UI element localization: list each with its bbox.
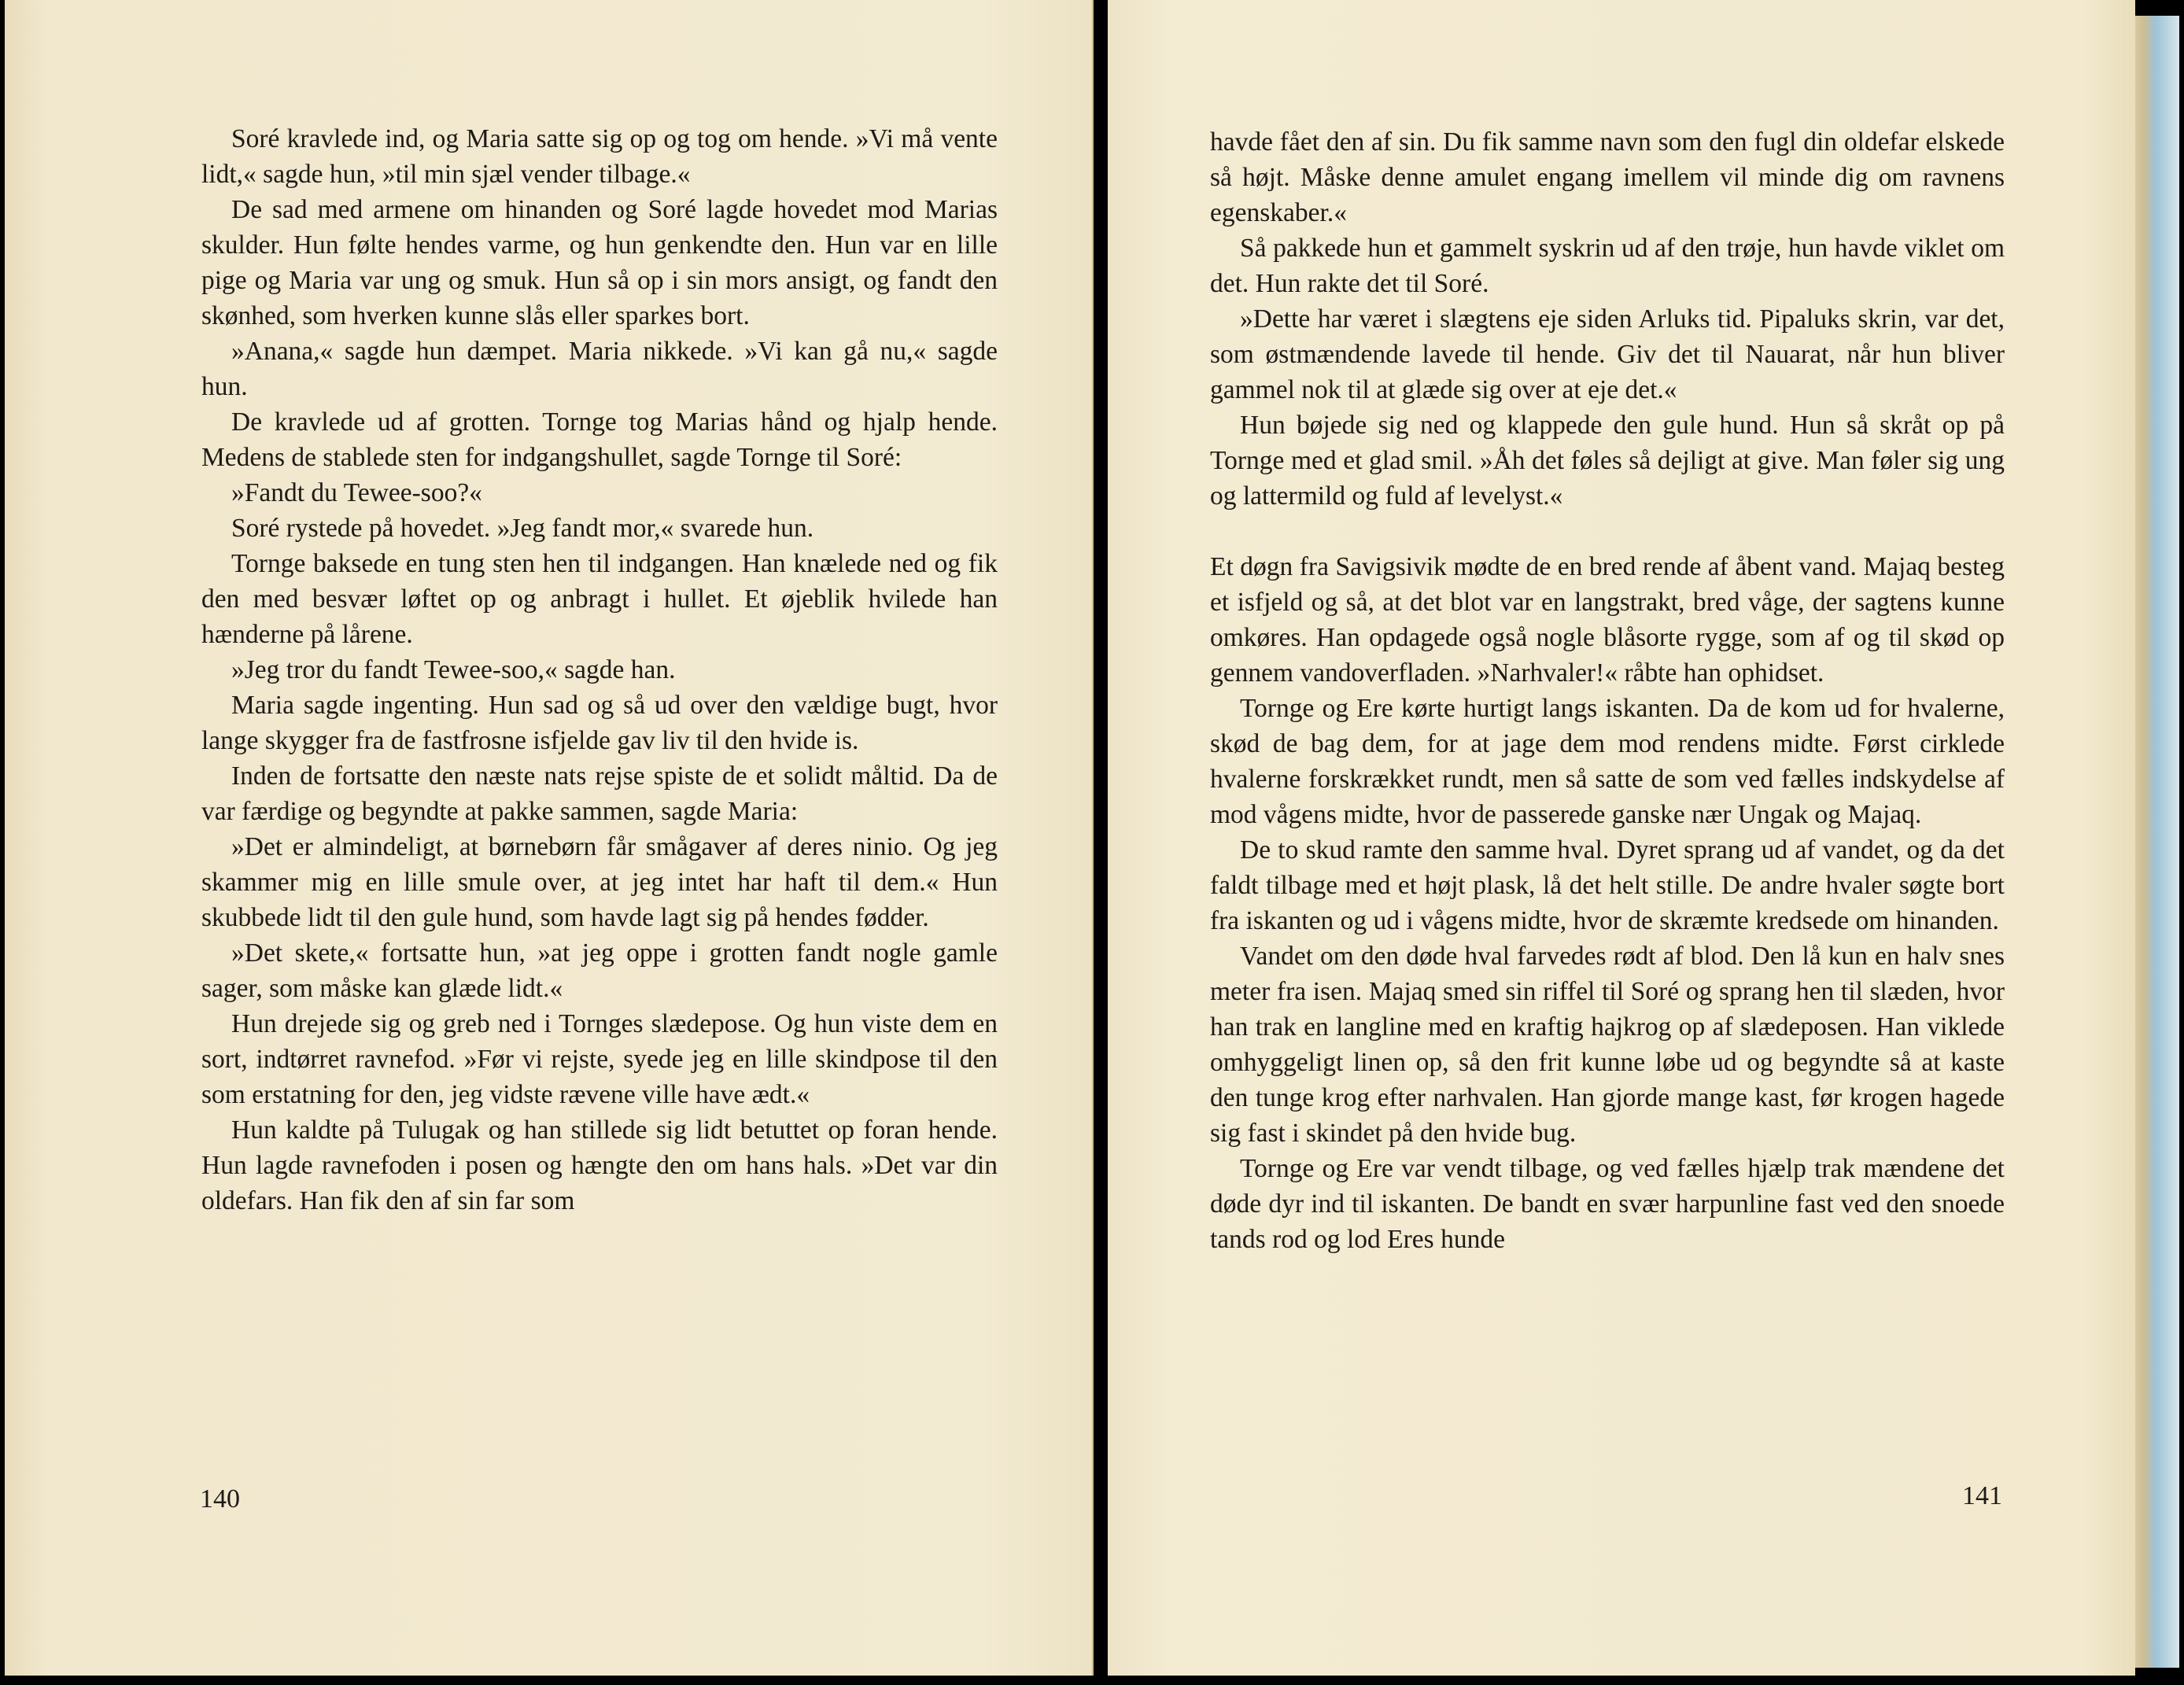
paragraph: Vandet om den døde hval farvedes rødt af blod. Den lå kun en halv snes meter fra isen. Majaq smed sin riffel til Soré og sprang hen til slæden, hvor han trak en langline med en kraftig hajkrog op af slædeposen. Han viklede omhyggeligt linen op, så den frit kunne løbe ud og begyndte så at kaste den tunge krog efter narhvalen. Han gjorde mange kast, før krogen hagede sig fast i skindet på den hvide bug. xyxy=(1210,942,2005,1148)
paragraph: De kravlede ud af grotten. Tornge tog Marias hånd og hjalp hende. Medens de stablede sten for indgangshullet, sagde Tornge til Soré: xyxy=(201,407,998,472)
paragraph: »Jeg tror du fandt Tewee-soo,« sagde han. xyxy=(231,655,676,684)
right-page-text xyxy=(1210,124,2005,1257)
page-number: 141 xyxy=(1962,1481,2002,1510)
section-start-paragraph: Et døgn fra Savigsivik mødte de en bred rende af åbent vand. Majaq besteg et isfjeld og så, at det blot var en langstrakt, bred våge, der sagtens kunne omkøres. Han opdagede også nogle blåsorte rygge, som af og til skød op gennem vandoverfladen. »Narhvaler!« råbte han ophidset. xyxy=(1210,552,2005,688)
right-page xyxy=(1108,0,2135,1676)
paragraph: Tornge baksede en tung sten hen til indgangen. Han knælede ned og fik den med besvær løftet op og anbragt i hullet. Et øjeblik hvilede han hænderne på lårene. xyxy=(201,549,998,649)
paragraph: Tornge og Ere kørte hurtigt langs iskanten. Da de kom ud for hvalerne, skød de bag dem, for at jage dem mod rendens midte. Først cirklede hvalerne forskrækket rundt, men så satte de som ved fælles indskydelse af mod vågens midte, hvor de passerede ganske nær Ungak og Majaq. xyxy=(1210,694,2005,829)
paragraph: Hun kaldte på Tulugak og han stillede sig lidt betuttet op foran hende. Hun lagde ravnefoden i posen og hængte den om hans hals. »Det var din oldefars. Han fik den af sin far som xyxy=(201,1115,998,1215)
paragraph: havde fået den af sin. Du fik samme navn som den fugl din oldefar elskede så højt. Måske denne amulet engang imellem vil minde dig om ravnens egenskaber.« xyxy=(1210,127,2005,227)
page-number: 140 xyxy=(200,1484,240,1514)
paragraph: De sad med armene om hinanden og Soré lagde hovedet mod Marias skulder. Hun følte hendes varme, og hun genkendte den. Hun var en lille pige og Maria var ung og smuk. Hun så op i sin mors ansigt, og fandt den skønhed, som hverken kunne slås eller sparkes bort. xyxy=(201,195,998,330)
paragraph: »Anana,« sagde hun dæmpet. Maria nikkede. »Vi kan gå nu,« sagde hun. xyxy=(201,337,998,401)
left-page-text xyxy=(201,121,998,1219)
paragraph: Inden de fortsatte den næste nats rejse spiste de et solidt måltid. Da de var færdige og begyndte at pakke sammen, sagde Maria: xyxy=(201,761,998,826)
paragraph: »Det skete,« fortsatte hun, »at jeg oppe i grotten fandt nogle gamle sager, som måske kan glæde lidt.« xyxy=(201,938,998,1003)
book-cover-edge xyxy=(2135,16,2179,1668)
paragraph: Soré kravlede ind, og Maria satte sig op og tog om hende. »Vi må vente lidt,« sagde hun, »til min sjæl vender tilbage.« xyxy=(201,124,998,189)
paragraph: »Fandt du Tewee-soo?« xyxy=(231,478,482,507)
paragraph: »Dette har været i slægtens eje siden Arluks tid. Pipaluks skrin, var det, som østmændende lavede til hende. Giv det til Nauarat, når hun bliver gammel nok til at glæde sig over at eje det.« xyxy=(1210,304,2005,404)
paragraph: Soré rystede på hovedet. »Jeg fandt mor,« svarede hun. xyxy=(231,514,814,543)
paragraph: Så pakkede hun et gammelt syskrin ud af den trøje, hun havde viklet om det. Hun rakte det til Soré. xyxy=(1210,234,2005,298)
paragraph: De to skud ramte den samme hval. Dyret sprang ud af vandet, og da det faldt tilbage med et højt plask, lå det helt stille. De andre hvaler søgte bort fra iskanten og ud i vågens midte, hvor de skræmte kredsede om hinanden. xyxy=(1210,835,2005,935)
paragraph: Hun bøjede sig ned og klappede den gule hund. Hun så skråt op på Tornge med et glad smil. »Åh det føles så dejligt at give. Man føler sig ung og lattermild og fuld af levelyst.« xyxy=(1210,411,2005,511)
paragraph: »Det er almindeligt, at børnebørn får smågaver af deres ninio. Og jeg skammer mig en lille smule over, at jeg intet har haft til dem.« Hun skubbede lidt til den gule hund, som havde lagt sig på hendes fødder. xyxy=(201,832,998,932)
left-page xyxy=(5,0,1094,1676)
paragraph: Tornge og Ere var vendt tilbage, og ved fælles hjælp trak mændene det døde dyr ind til iskanten. De bandt en svær harpunline fast ved den snoede tands rod og lod Eres hunde xyxy=(1210,1154,2005,1254)
paragraph: Hun drejede sig og greb ned i Tornges slædepose. Og hun viste dem en sort, indtørret ravnefod. »Før vi rejste, syede jeg en lille skindpose til den som erstatning for den, jeg vidste rævene ville have ædt.« xyxy=(201,1009,998,1109)
paragraph: Maria sagde ingenting. Hun sad og så ud over den vældige bugt, hvor lange skygger fra de fastfrosne isfjelde gav liv til den hvide is. xyxy=(201,691,998,755)
